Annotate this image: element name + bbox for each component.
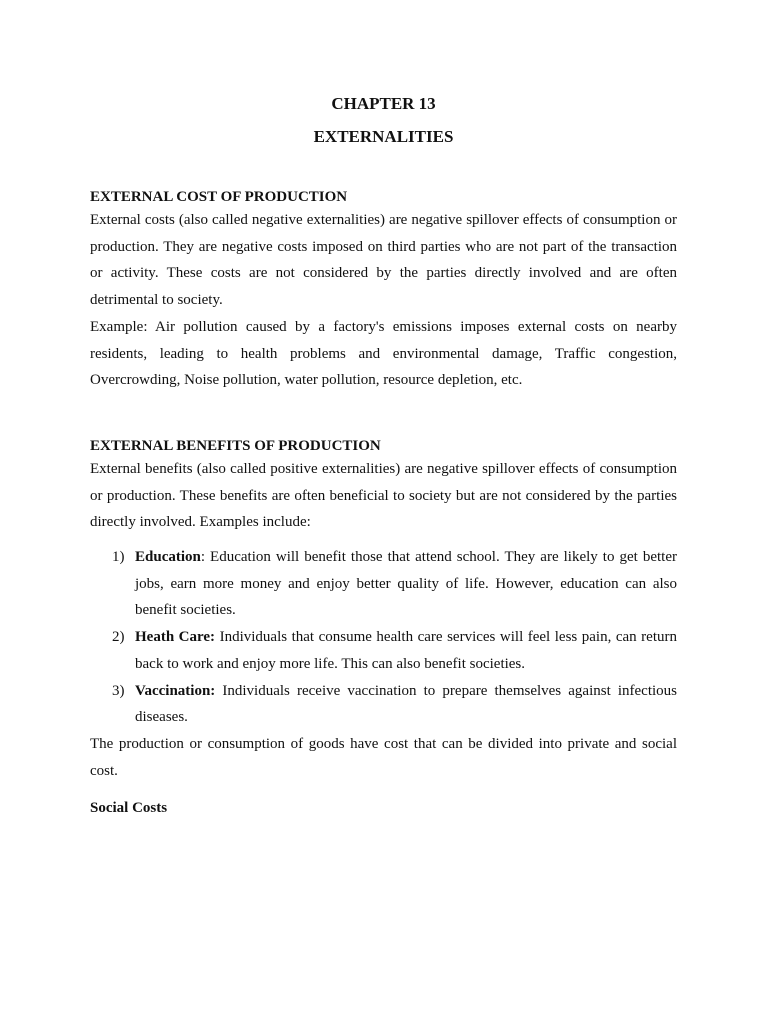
list-item-health-care — [90, 624, 677, 677]
examples-list — [90, 544, 677, 731]
closing-paragraph: The production or consumption of goods have cost that can be divided into private and social cost. — [90, 735, 677, 779]
list-item-text: : Education will benefit those that attend school. They are likely to get better jobs, earn more money and enjoy better quality of life. However, education can also benefit societies. — [135, 549, 677, 619]
external-cost-paragraph: External costs (also called negative externalities) are negative spillover effects of consumption or production. They are negative costs imposed on third parties who are not part of the transaction or activity. These costs are not considered by the parties directly involved and are often detrimental to society. — [90, 212, 677, 309]
list-item-term: Vaccination: — [135, 682, 216, 699]
external-cost-example: Example: Air pollution caused by a factory's emissions imposes external costs on nearby residents, leading to health problems and environmental damage, Traffic congestion, Overcrowding, Noise pollution, water pollution, resource depletion, etc. — [90, 318, 677, 389]
list-item-education — [90, 544, 677, 624]
chapter-title: EXTERNALITIES — [313, 127, 454, 146]
list-item-text: Individuals receive vaccination to prepare themselves against infectious diseases. — [135, 682, 677, 726]
external-benefits-heading: EXTERNAL BENEFITS OF PRODUCTION — [90, 437, 381, 454]
chapter-number: CHAPTER 13 — [331, 94, 436, 113]
list-item-number: 2) — [112, 629, 125, 646]
list-item-term: Education — [135, 549, 201, 566]
external-benefits-paragraph: External benefits (also called positive externalities) are negative spillover effects of consumption or production. These benefits are often beneficial to society but are not considered by the parties directly involved. Examples include: — [90, 460, 677, 531]
document-page — [90, 92, 677, 818]
list-item-number: 3) — [112, 682, 125, 699]
list-item-text: Individuals that consume health care services will feel less pain, can return back to work and enjoy more life. This can also benefit societies. — [135, 629, 677, 672]
list-item-term: Heath Care: — [135, 629, 216, 646]
social-costs-heading: Social Costs — [90, 800, 168, 817]
external-cost-heading: EXTERNAL COST OF PRODUCTION — [90, 189, 348, 205]
list-item-vaccination — [90, 678, 677, 731]
list-item-number: 1) — [112, 549, 125, 566]
